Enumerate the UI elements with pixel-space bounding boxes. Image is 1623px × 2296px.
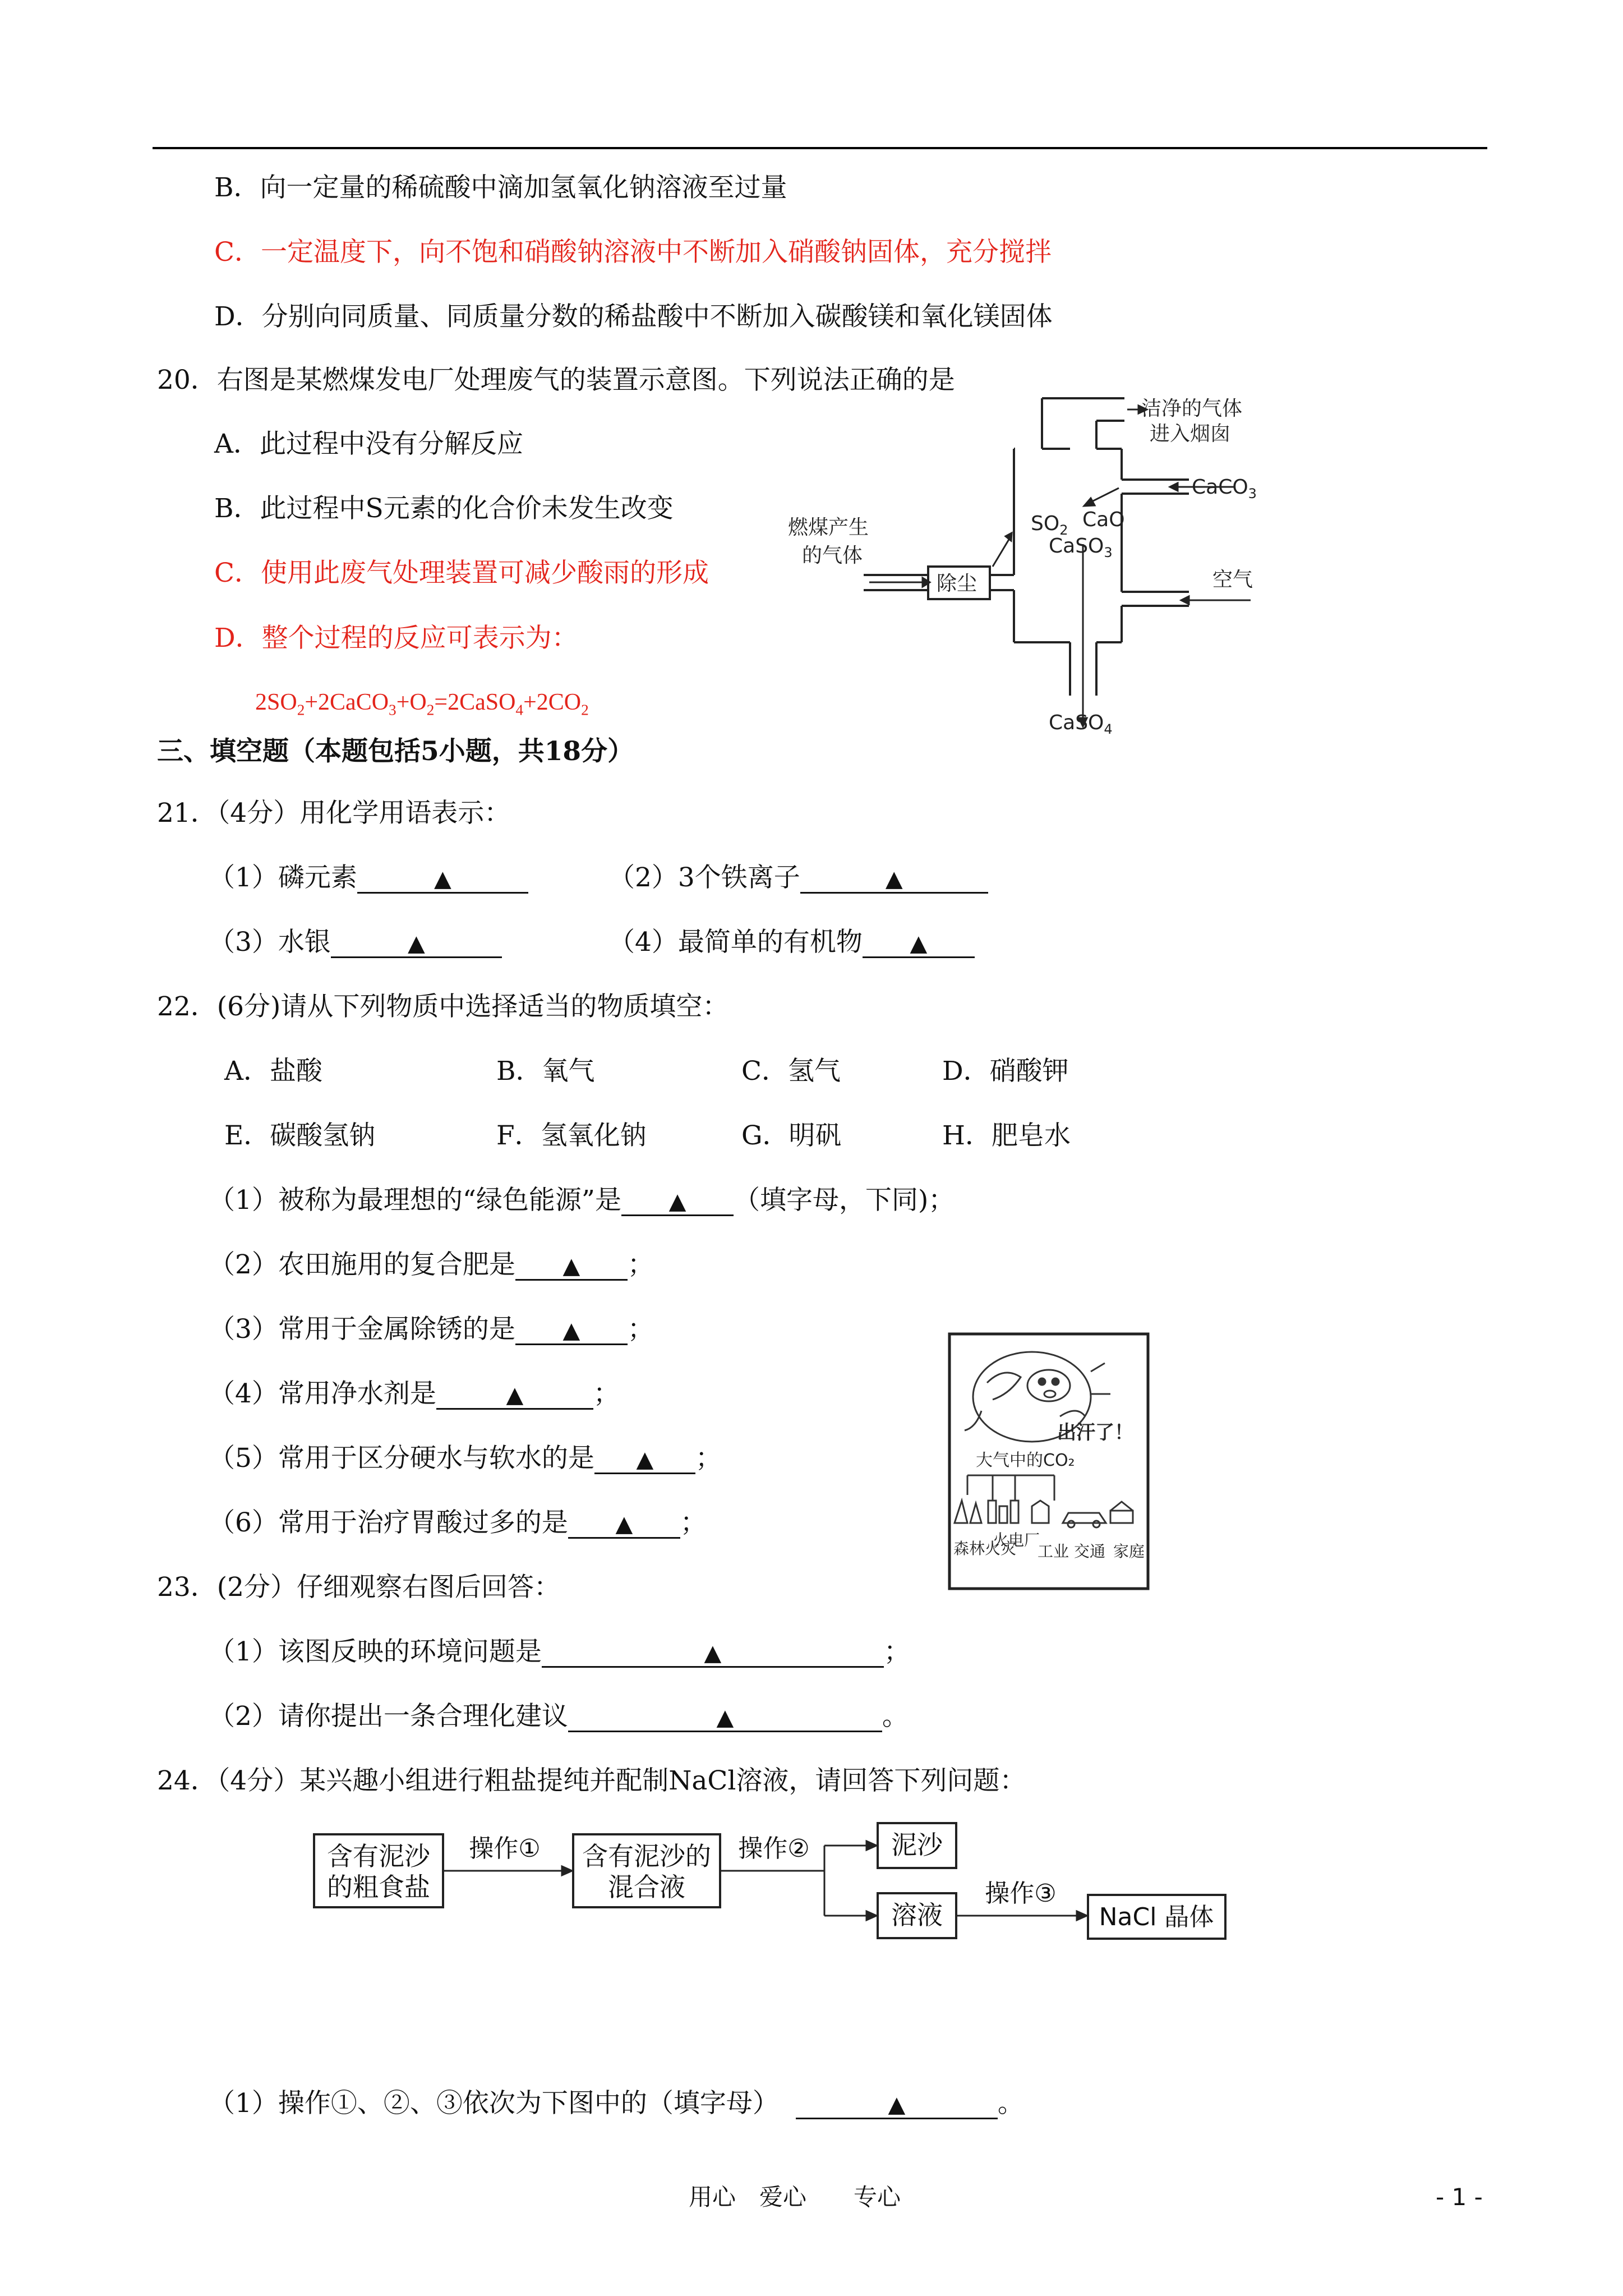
so2-label: $SO_2$ xyxy=(1031,512,1068,538)
q22-option-d: D．硝酸钾 xyxy=(942,1056,1069,1087)
flow-op-2: 操作② xyxy=(738,1834,810,1863)
q20-option-a: A．此过程中没有分解反应 xyxy=(214,429,523,459)
flow-op-1: 操作① xyxy=(469,1834,541,1863)
q21-item-3: （3）水银 ▲ xyxy=(209,926,502,959)
cartoon-label-industry: 工业 xyxy=(1038,1542,1069,1561)
diagram-pipes xyxy=(864,398,1189,696)
q22-item-5: （5）常用于区分硬水与软水的是 ▲ ； xyxy=(209,1443,722,1474)
air-label: 空气 xyxy=(1212,568,1253,591)
flow-box-nacl: NaCl 晶体 xyxy=(1099,1903,1214,1931)
flow-box-1-line-2: 的粗食盐 xyxy=(327,1872,430,1902)
cartoon-sweat-text: 出汗了！ xyxy=(1057,1421,1133,1444)
flow-box-2-line-1: 含有泥沙的 xyxy=(582,1841,711,1871)
q24-stem: 24．（4分）某兴趣小组进行粗盐提纯并配制NaCl溶液，请回答下列问题： xyxy=(157,1765,1026,1796)
section-3-title: 三、填空题（本题包括5小题，共18分） xyxy=(157,736,634,767)
caso4-label: CaSO$_4$ xyxy=(1049,711,1113,737)
diagram-arrows xyxy=(869,406,1251,726)
q22-item-3: （3）常用于金属除锈的是 ▲ ； xyxy=(209,1314,654,1345)
cao-label: CaO xyxy=(1082,508,1125,531)
q22-option-b: B．氧气 xyxy=(496,1056,595,1087)
q20-option-b: B．此过程中S元素的化合价未发生改变 xyxy=(214,493,674,524)
q23-item-1: （1）该图反映的环境问题是 ▲ ； xyxy=(209,1636,910,1667)
q22-item-2: （2）农田施用的复合肥是 ▲ ； xyxy=(209,1249,654,1280)
coal-gas-label-2: 的气体 xyxy=(802,544,863,567)
q21-stem: 21．（4分）用化学用语表示： xyxy=(157,798,511,829)
flow-box-1-line-1: 含有泥沙 xyxy=(327,1841,430,1871)
cartoon-label-forest-fire: 森林火灾 xyxy=(953,1539,1017,1558)
header-rule xyxy=(153,147,1487,149)
q21-item-2: （2）3个铁离子 ▲ xyxy=(608,861,988,895)
q20-option-d: D．整个过程的反应可表示为： xyxy=(214,623,578,654)
q20-stem: 20．右图是某燃煤发电厂处理废气的装置示意图。下列说法正确的是 xyxy=(157,365,955,395)
q22-item-1: （1）被称为最理想的“绿色能源”是 ▲ （填字母，下同)； xyxy=(209,1185,955,1216)
clean-gas-label-2: 进入烟囱 xyxy=(1150,422,1231,445)
flow-box-solution: 溶液 xyxy=(891,1900,943,1930)
cartoon-label-household: 家庭 xyxy=(1113,1542,1145,1561)
q22-option-e: E．碳酸氢钠 xyxy=(224,1120,376,1151)
q22-item-4: （4）常用净水剂是 ▲ ； xyxy=(209,1378,620,1409)
q22-option-c: C．氢气 xyxy=(741,1056,841,1087)
cartoon-label-power-plant: 火电厂 xyxy=(993,1531,1040,1549)
q24-item-1: （1）操作①、②、③依次为下图中的（填字母） ▲ 。 xyxy=(209,2088,1024,2119)
footer-slogan: 用心 爱心 专心 xyxy=(689,2183,901,2211)
q19-option-c: C．一定温度下，向不饱和硝酸钠溶液中不断加入硝酸钠固体，充分搅拌 xyxy=(214,237,1052,268)
q22-option-f: F．氢氧化钠 xyxy=(496,1120,647,1151)
cartoon-label-traffic: 交通 xyxy=(1074,1542,1106,1561)
q23-item-2: （2）请你提出一条合理化建议 ▲ 。 xyxy=(209,1701,909,1732)
q19-option-d: D．分别向同质量、同质量分数的稀盐酸中不断加入碳酸镁和氧化镁固体 xyxy=(214,301,1053,332)
q22-stem: 22．(6分)请从下列物质中选择适当的物质填空： xyxy=(157,991,729,1022)
q21-item-4: （4）最简单的有机物 ▲ xyxy=(608,926,975,959)
caso3-label: CaSO$_3$ xyxy=(1049,535,1113,560)
dust-removal-label: 除尘 xyxy=(937,572,978,595)
q20-equation: $2SO_2+2CaCO_3+O_2=2CaSO_4+2CO_2$ xyxy=(255,689,589,719)
q22-option-a: A．盐酸 xyxy=(224,1056,322,1087)
salt-purification-flowchart xyxy=(303,1812,1245,1947)
caco3-label: CaCO$_3$ xyxy=(1192,476,1257,501)
clean-gas-label-1: 洁净的气体 xyxy=(1141,397,1243,420)
q22-option-h: H．肥皂水 xyxy=(942,1120,1071,1151)
q21-item-1: （1）磷元素 ▲ xyxy=(209,861,528,895)
q20-option-c: C．使用此废气处理装置可减少酸雨的形成 xyxy=(214,558,709,588)
global-warming-cartoon xyxy=(948,1332,1150,1590)
flow-box-2-line-2: 混合液 xyxy=(608,1872,685,1902)
q19-option-b: B．向一定量的稀硫酸中滴加氢氧化钠溶液至过量 xyxy=(214,172,787,203)
q22-option-g: G．明矾 xyxy=(741,1120,842,1151)
flow-box-sand: 泥沙 xyxy=(891,1830,943,1860)
page-number: - 1 - xyxy=(1436,2183,1483,2211)
flue-gas-diagram xyxy=(785,381,1290,746)
coal-gas-label-1: 燃煤产生 xyxy=(788,516,869,539)
flow-op-3: 操作③ xyxy=(985,1879,1057,1908)
q22-item-6: （6）常用于治疗胃酸过多的是 ▲ ； xyxy=(209,1507,707,1538)
cartoon-co2-text: 大气中的CO₂ xyxy=(976,1451,1075,1470)
q23-stem: 23．(2分）仔细观察右图后回答： xyxy=(157,1572,561,1603)
